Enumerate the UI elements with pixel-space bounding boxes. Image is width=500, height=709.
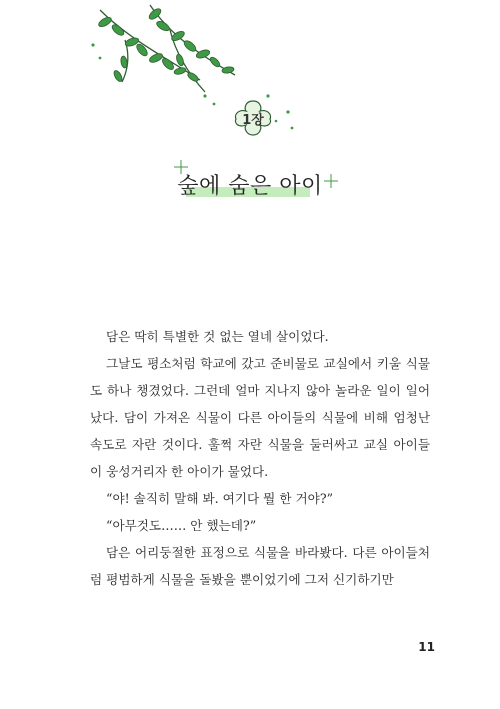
paragraph: “야! 솔직히 말해 봐. 여기다 뭘 한 거야?” xyxy=(106,491,334,506)
sparkle-icon xyxy=(174,160,188,174)
body-text xyxy=(90,323,430,593)
page-number: 11 xyxy=(418,640,435,654)
paragraph: 그날도 평소처럼 학교에 갔고 준비물로 교실에서 키울 식물도 하나 챙겼었다. 그런데 얼마 지나지 않아 놀라운 일이 일어났다. 담이 가져온 식물이 다른 아이들의 식물에 비해 엄청난 속도로 자란 것이다. 훌쩍 자란 식물을 둘러싸고 교실 아이들이 웅성거리자 한 아이가 물었다. xyxy=(90,356,430,479)
sparkle-icon xyxy=(324,174,338,188)
chapter-badge xyxy=(232,98,274,138)
chapter-number: 1장 xyxy=(242,112,264,128)
paragraph: 담은 어리둥절한 표정으로 식물을 바라봤다. 다른 아이들처럼 평범하게 식물을 돌봤을 뿐이었기에 그저 신기하기만 xyxy=(90,545,430,587)
paragraph: 담은 딱히 특별한 것 없는 열네 살이었다. xyxy=(106,329,329,344)
paragraph: “아무것도…… 안 했는데?” xyxy=(106,518,257,533)
chapter-title: 숲에 숨은 아이 xyxy=(177,174,323,199)
